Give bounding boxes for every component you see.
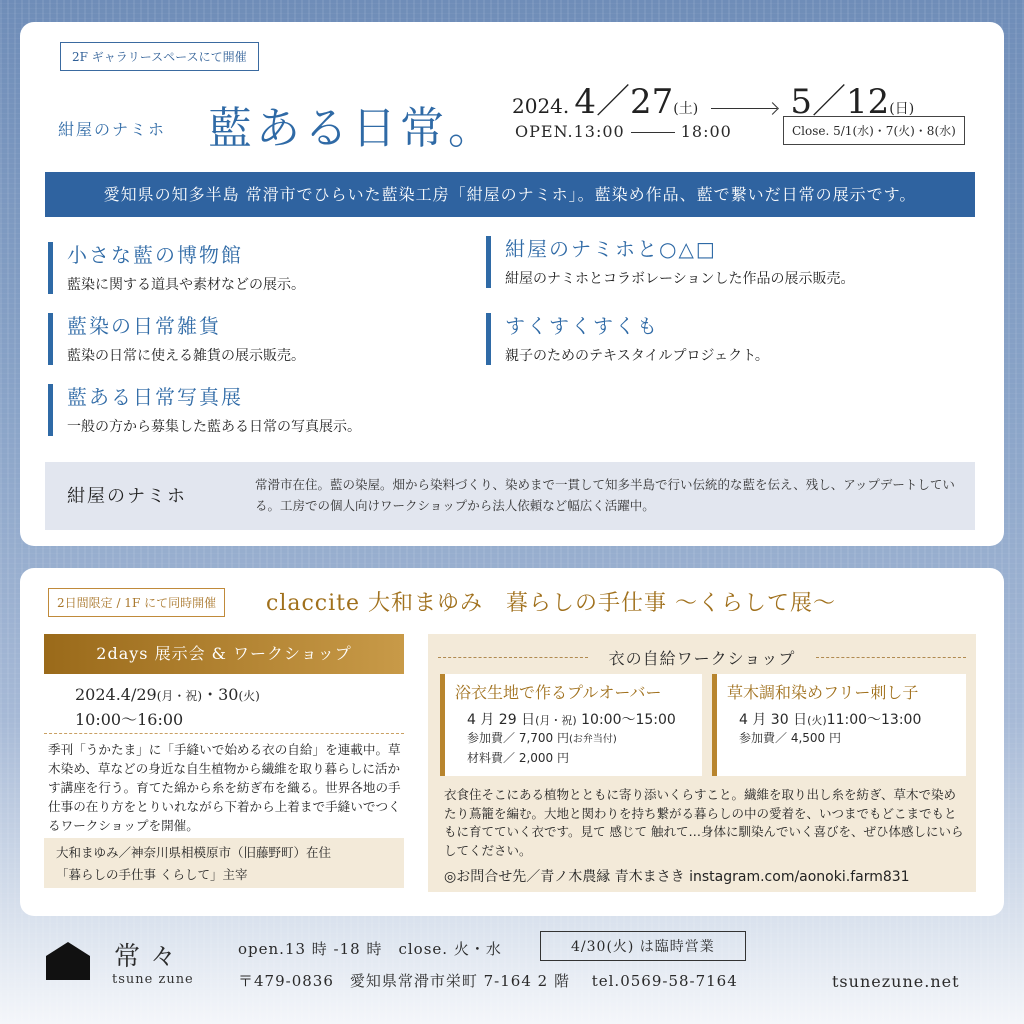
card-fee-note: (お弁当付): [568, 734, 617, 745]
open-to: 18:00: [680, 122, 732, 141]
workshop-card-material: 材料費／ 2,000 円: [467, 751, 569, 765]
workshop-card-fee: 参加費／ 4,500 円: [739, 731, 841, 745]
open-from: 13:00: [573, 122, 625, 141]
profile-text: 常滑市在住。藍の染屋。畑から染料づくり、染めまで一貫して知多半島で行い伝統的な藍を伝え、残し、アップデートしている。工房での個人向けワークショップから法人依頼など幅広く活躍中。: [255, 477, 955, 513]
workshop-card-date: [739, 709, 956, 729]
feature-title: 小さな藍の博物館: [67, 243, 243, 267]
artist-line2: 「暮らしの手仕事 くらして」主宰: [56, 867, 248, 882]
date-dow1: (月・祝): [156, 689, 203, 703]
feature-desc: 一般の方から募集した藍ある日常の写真展示。: [67, 419, 361, 435]
feature-item: [48, 313, 305, 365]
dashed-divider: [44, 733, 404, 734]
temporary-open-badge: 4/30(火) は臨時営業: [540, 931, 746, 961]
workshop-description: 衣食住そこにある植物とともに寄り添いくらすこと。繊維を取り出し糸を紡ぎ、草木で染めたり蔦籠を編む。大地と関わりを持ち繋がる暮らしの中の愛着を、いつまでもどこまでもともに育てていく衣です。見て 感じて 触れて…身体に馴染んでいく喜びを、ぜひ体感しにいらしてください。: [444, 787, 964, 858]
feature-title: 藍ある日常写真展: [67, 385, 243, 409]
date-main: 2024.4/29: [75, 685, 157, 704]
date-dow2: (火): [238, 689, 260, 703]
main-exhibition-panel: [20, 22, 1004, 546]
date-sep: ・30: [202, 685, 239, 704]
workshop-card-fee: [467, 729, 692, 749]
workshop-card-title: 草木調和染めフリー刺し子: [727, 683, 919, 702]
artist-line1: 大和まゆみ／神奈川県相模原市（旧藤野町）在住: [56, 845, 332, 860]
artist-info: [44, 838, 404, 888]
card-date: 4 月 29 日: [467, 712, 536, 728]
feature-item: [486, 313, 769, 365]
card-time: 10:00〜15:00: [581, 712, 676, 728]
left-header-bar: 2days 展示会 & ワークショップ: [44, 634, 404, 674]
feature-desc: 親子のためのテキスタイルプロジェクト。: [505, 348, 769, 364]
end-date: 5／12: [790, 82, 890, 122]
year: 2024.: [512, 94, 570, 118]
event-title: claccite 大和まゆみ 暮らしの手仕事 〜くらして展〜: [266, 591, 837, 616]
card-dow: (月・祝): [535, 714, 577, 727]
workshop-title: 衣の自給ワークショップ: [428, 646, 976, 669]
feature-title: すくすくすくも: [505, 314, 659, 338]
brand-name: 紺屋のナミホ: [58, 120, 167, 139]
shop-hours: open.13 時 -18 時 close. 火・水: [238, 940, 502, 958]
open-hours: [515, 122, 732, 141]
event-date: [75, 684, 260, 707]
workshop-card-title: 浴衣生地で作るプルオーバー: [455, 683, 662, 702]
arrow-right-icon: [711, 108, 777, 109]
start-dow: (土): [673, 101, 699, 117]
workshop-card-date: [467, 709, 692, 729]
house-logo-icon: [44, 940, 92, 982]
concurrent-event-panel: [20, 568, 1004, 916]
open-label: OPEN.: [515, 122, 574, 141]
start-date: 4／27: [574, 82, 674, 122]
shop-logo-sub: tsune zune: [112, 972, 194, 987]
feature-title: 藍染の日常雑貨: [67, 314, 221, 338]
venue-tag: 2F ギャラリースペースにて開催: [60, 42, 259, 71]
card-dow: (火): [807, 714, 827, 727]
feature-item: [486, 236, 854, 288]
contact-info: ◎お問合せ先／青ノ木農縁 青木まさき instagram.com/aonoki.farm831: [444, 869, 910, 885]
card-time: 11:00〜13:00: [826, 712, 922, 728]
event-description: 季刊「うかたま」に「手縫いで始める衣の自給」を連載中。草木染め、草などの身近な自生植物から繊維を取り暮らしに活かす講座を行う。育てた綿から糸を紡ぎ布を織る。世界各地の手仕事の在り方をとりいれながら下着から上着まで手縫いでつくるワークショップを開催。: [48, 742, 401, 833]
website-link[interactable]: tsunezune.net: [832, 972, 960, 991]
workshop-card: [712, 674, 966, 776]
workshop-card: [440, 674, 702, 776]
feature-desc: 藍染に関する道具や素材などの展示。: [67, 277, 305, 293]
shop-address: 〒479-0836 愛知県常滑市栄町 7-164 2 階 tel.0569-58-7164: [238, 972, 738, 990]
card-fee: 参加費／ 7,700 円: [467, 731, 569, 745]
limited-tag: 2日間限定 / 1F にて同時開催: [48, 588, 225, 617]
profile-name: 紺屋のナミホ: [67, 486, 187, 507]
event-time: 10:00〜16:00: [75, 710, 184, 729]
end-dow: (日): [889, 101, 915, 117]
feature-item: [48, 242, 305, 294]
exhibition-title: 藍ある日常。: [208, 103, 496, 154]
feature-item: [48, 384, 361, 436]
intro-banner: 愛知県の知多半島 常滑市でひらいた藍染工房「紺屋のナミホ」。藍染め作品、藍で繋いだ日常の展示です。: [45, 172, 975, 217]
closed-days-badge: Close. 5/1(水)・7(火)・8(水): [783, 116, 965, 145]
shop-logo: 常々: [114, 942, 187, 972]
feature-title: 紺屋のナミホと○△□: [505, 237, 717, 261]
feature-desc: 紺屋のナミホとコラボレーションした作品の展示販売。: [505, 271, 855, 287]
card-date: 4 月 30 日: [739, 712, 808, 728]
feature-desc: 藍染の日常に使える雑貨の展示販売。: [67, 348, 305, 364]
workshop-box: [428, 634, 976, 892]
profile-box: [45, 462, 975, 530]
dash-line: [631, 132, 675, 133]
